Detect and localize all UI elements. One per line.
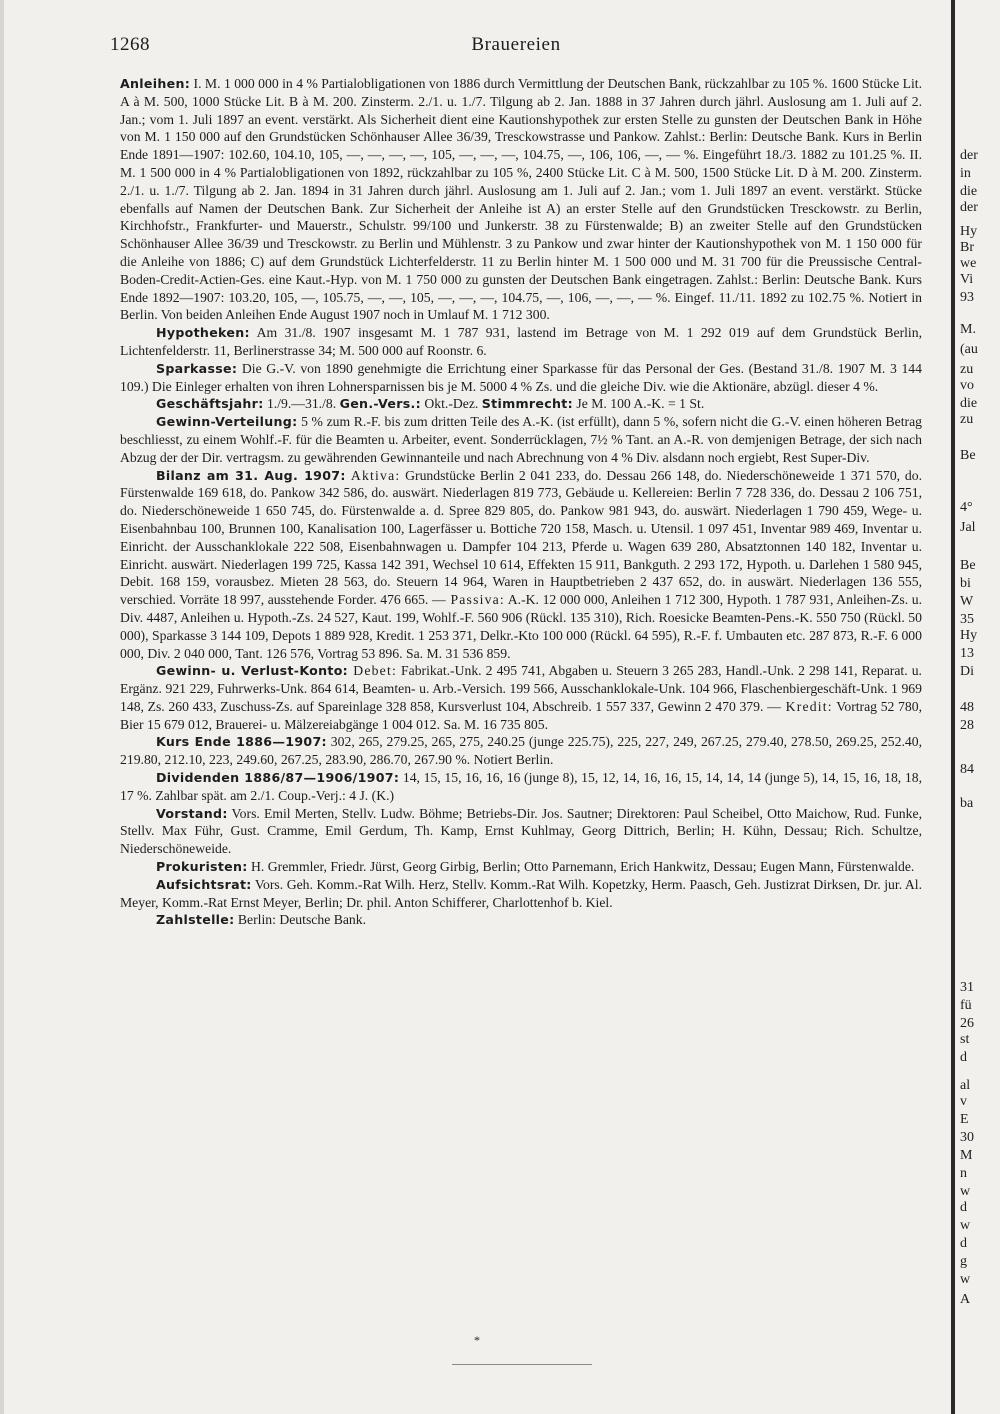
label-prokuristen: Prokuristen: bbox=[156, 859, 248, 875]
paragraph-hypotheken bbox=[120, 324, 922, 360]
page-gutter bbox=[951, 0, 955, 1414]
margin-fragment: in bbox=[960, 166, 971, 181]
margin-fragment: Br bbox=[960, 240, 974, 255]
margin-fragment: g bbox=[960, 1254, 967, 1269]
text-aktiva: Grundstücke Berlin 2 041 233, do. Dessau 266 148, do. Niederschöneweide 1 371 570, do. Fürstenwalde 169 618, do. Pankow 342 586, do. auswärt. Niederlagen 819 773, Gebäude u. Kellereien: Berlin 7 728 336, do. Dessau 2 106 751, do. Niederschöneweide 1 650 745, do. Fürstenwalde a. d. Spree 829 805, do. Pankow 981 943, do. auswärt. Niederlagen 1 790 459, Wege- u. Eisenbahnbau 100, Brunnen 100, Kanalisation 100, Lagerfässer u. Bottiche 720 158, Masch. u. Utensil. 1 097 451, Inventar 989 469, Inventar u. Einricht. der Ausschanklokale 222 508, Eisenbahnwagen u. Dampfer 104 213, Pferde u. Wagen 639 280, Absatztonnen 140 182, Inventar u. Einricht. auswärt. Niederlagen 199 725, Kassa 142 391, Wechsel 10 614, Effekten 15 911, Bankguth. 2 293 172, Hypoth. u. Darlehen 1 580 945, Debit. 168 159, vorausbez. Mieten 28 563, do. Steuern 14 964, Waren in Hauptbetrieben 2 437 652, do. in auswärt. Niederlagen 136 555, verschied. Vorräte 18 997, ausstehende Forder. 476 665. — bbox=[120, 467, 922, 608]
end-mark: * bbox=[474, 1333, 480, 1347]
text-kurs: 302, 265, 279.25, 265, 275, 240.25 (junge 225.75), 225, 227, 249, 267.25, 279.40, 278.50, 269.25, 252.40, 219.80, 212.10, 223, 249.60, 267.25, 283.90, 286.70, 267.90 %. Notiert Berlin. bbox=[120, 734, 922, 768]
text-vorstand: Vors. Emil Merten, Stellv. Ludw. Böhme; Betriebs-Dir. Jos. Sautner; Direktoren: Paul Scheibel, Otto Maichow, Rud. Funke, Stellv. Max Führ, Gust. Cramme, Emil Gerdum, Th. Kamp, Ernst Kuhlmay, Georg Dittrich, Berlin; H. Kühn, Dessau; Rich. Schultze, Niederschöneweide. bbox=[120, 805, 922, 857]
text-stimmrecht: Je M. 100 A.-K. = 1 St. bbox=[572, 396, 705, 412]
margin-fragment: 84 bbox=[960, 762, 974, 777]
margin-fragment: bi bbox=[960, 576, 971, 591]
margin-fragment: 48 bbox=[960, 700, 974, 715]
margin-fragment: 26 bbox=[960, 1016, 974, 1031]
text-aufsichtsrat: Vors. Geh. Komm.-Rat Wilh. Herz, Stellv. Komm.-Rat Wilh. Kopetzky, Herm. Paasch, Geh. Justizrat Dirksen, Dr. jur. Al. Meyer, Komm.-Rat Ernst Meyer, Berlin; Dr. phil. Anton Schifferer, Charlottenhof b. Kiel. bbox=[120, 876, 922, 910]
label-geschaeftsjahr: Geschäftsjahr: bbox=[156, 396, 264, 412]
label-anleihen: Anleihen: bbox=[120, 76, 191, 91]
paragraph-dividenden bbox=[120, 769, 922, 805]
margin-fragment: 13 bbox=[960, 646, 974, 661]
text-anleihen: I. M. 1 000 000 in 4 % Partialobligationen von 1886 durch Vermittlung der Deutschen Bank, rückzahlbar zu 105 %. 1600 Stücke Lit. A à M. 500, 1000 Stücke Lit. B à M. 200. Zinsterm. 2./1. u. 1./7. Tilgung ab 2. Jan. 1888 in 37 Jahren durch jährl. Auslosung am 1. Juli auf 2. Jan.; vom 1. Juli 1897 an event. verstärkt. Als Sicherheit dient eine Kautionshypothek zur ersten Stelle zu gunsten der Deutschen Bank in Höhe von M. 1 150 000 auf den Grundstücken Schönhauser Allee 36/39, Tresckowstrasse und Pankow. Zahlst.: Berlin: Deutsche Bank. Kurs in Berlin Ende 1891—1907: 102.60, 104.10, 105, —, —, —, —, 105, —, —, —, 104.75, —, 106, 106, —, — %. Eingeführt 18./3. 1882 zu 101.25 %. II. M. 1 500 000 in 4 % Partialobligationen von 1892, rückzahlbar zu 105 %, 2400 Stücke Lit. C à M. 500, 1500 Stücke Lit. D à M. 200. Zinsterm. 2./1. u. 1./7. Tilgung ab 2. Jan. 1894 in 31 Jahren durch jährl. Auslosung am 1. Juli auf 2. Jan.; vom 1. Juli 1897 an event. verstärkt. Stücke ebenfalls auf Namen der Deutschen Bank. Zur Sicherheit der Anleihe ist A) an erster Stelle auf den Grundstücken Tresckowstr. zu Berlin, Kirchhofstr., Frankfurter- und Mauerstr., Schulstr. 99/100 und Junkerstr. 38 zu Fürstenwalde; B) an zweiter Stelle auf den Grundstücken Schönhauser Allee 36/39 und Tresckowstr. zu Berlin und Mühlenstr. 3 zu Pankow und zwar hinter der Kautionshypothek von M. 1 150 000 für die Anleihe von 1886; C) auf dem Grundstück Lichterfelderstr. 11 zu Berlin hinter M. 1 500 000 und M. 31 700 für die Preussische Central-Boden-Credit-Actien-Ges. eine Kaut.-Hyp. von M. 1 750 000 zu gunsten der Deutschen Bank eingetragen. Zahlst.: Berlin: Deutsche Bank. Kurs Ende 1892—1907: 103.20, 105, —, 105.75, —, —, 105, —, —, —, 104.75, —, 106, —, —, — %. Eingef. 11./11. 1892 zu 102.75 %. Notiert in Berlin. Von beiden Anleihen Ende August 1907 noch in Umlauf M. 1 712 300. bbox=[120, 76, 922, 323]
margin-fragment: die bbox=[960, 396, 978, 411]
margin-fragment: zu bbox=[960, 362, 974, 377]
label-zahlstelle: Zahlstelle: bbox=[156, 912, 235, 928]
paragraph-sparkasse bbox=[120, 360, 922, 396]
text-passiva: A.-K. 12 000 000, Anleihen 1 712 300, Hypoth. 1 787 931, Anleihen-Zs. u. Div. 4487, Anleihen u. Hypoth.-Zs. 24 527, Kaut. 199, Wohlf.-F. 560 906 (Rückl. 135 310), Rich. Roesicke Beamten-Pens.-K. 550 750 (Rückl. 50 000), Sparkasse 3 144 109, Depots 1 889 928, Kredit. 1 253 371, Delkr.-Kto 100 000 (Rückl. 64 595), R.-F. f. Umbauten etc. 287 873, R.-F. 6 000 000, Div. 2 040 000, Tant. 126 576, Vortrag 53 896. Sa. M. 31 536 859. bbox=[120, 592, 922, 661]
margin-fragment: Hy bbox=[960, 628, 978, 643]
paragraph-gewinn-verlust bbox=[120, 662, 922, 733]
margin-fragment: d bbox=[960, 1236, 967, 1251]
adjacent-page-fragment bbox=[958, 0, 1000, 1414]
label-kredit: Kredit: bbox=[780, 698, 833, 714]
margin-fragment: E bbox=[960, 1112, 969, 1127]
margin-fragment: der bbox=[960, 200, 978, 215]
text-prokuristen: H. Gremmler, Friedr. Jürst, Georg Girbig, Berlin; Otto Parnemann, Erich Hankwitz, Dessau; Eugen Mann, Fürstenwalde. bbox=[247, 859, 915, 875]
margin-fragment: al bbox=[960, 1078, 971, 1093]
margin-fragment: 93 bbox=[960, 290, 974, 305]
margin-fragment: Hy bbox=[960, 224, 978, 239]
margin-fragment: die bbox=[960, 184, 978, 199]
margin-fragment: A bbox=[960, 1292, 971, 1307]
label-debet: Debet: bbox=[348, 663, 397, 679]
margin-fragment: Di bbox=[960, 664, 974, 679]
margin-fragment: 28 bbox=[960, 718, 974, 733]
label-vorstand: Vorstand: bbox=[156, 805, 228, 821]
label-dividenden: Dividenden 1886/87—1906/1907: bbox=[156, 770, 400, 786]
margin-fragment: d bbox=[960, 1050, 967, 1065]
label-gewinn-verteilung: Gewinn-Verteilung: bbox=[156, 414, 298, 430]
margin-fragment: W bbox=[960, 594, 974, 609]
margin-fragment: M bbox=[960, 1148, 973, 1163]
margin-fragment: 35 bbox=[960, 612, 974, 627]
margin-fragment: zu bbox=[960, 412, 974, 427]
label-sparkasse: Sparkasse: bbox=[156, 360, 238, 376]
label-aufsichtsrat: Aufsichtsrat: bbox=[156, 876, 252, 892]
page-title: Brauereien bbox=[471, 34, 561, 55]
margin-fragment: Be bbox=[960, 448, 976, 463]
margin-fragment: w bbox=[960, 1272, 971, 1287]
margin-fragment: w bbox=[960, 1184, 971, 1199]
text-hypotheken: Am 31./8. 1907 insgesamt M. 1 787 931, lastend im Betrage von M. 1 292 019 auf dem Grundstück Berlin, Lichtenfelderstr. 11, Berlinerstrasse 34; M. 500 000 auf Roonstr. 6. bbox=[120, 325, 922, 358]
label-gewinn-verlust: Gewinn- u. Verlust-Konto: bbox=[156, 663, 348, 679]
paragraph-bilanz bbox=[120, 467, 922, 663]
text-kredit: Vortrag 52 780, Bier 15 679 012, Brauerei- u. Mälzereiabgänge 1 004 012. Sa. M. 16 735 805. bbox=[120, 698, 922, 732]
text-column bbox=[120, 75, 922, 929]
text-debet: Fabrikat.-Unk. 2 495 741, Abgaben u. Steuern 3 265 283, Handl.-Unk. 2 298 141, Reparat. u. Ergänz. 921 229, Fuhrwerks-Unk. 864 614, Beamten- u. Arb.-Versich. 199 566, Ausschanklokale-Unk. 104 966, Flaschenbiergeschäft-Unk. 1 969 148, Zs. 260 433, Zuschuss-Zs. auf Spareinlage 328 858, Kursverlust 104, Abschreib. 1 557 337, Gewinn 2 470 379. — bbox=[120, 663, 922, 714]
paragraph-aufsichtsrat bbox=[120, 876, 922, 912]
margin-fragment: ba bbox=[960, 796, 974, 811]
label-hypotheken: Hypotheken: bbox=[156, 325, 250, 341]
margin-fragment: 4° bbox=[960, 500, 973, 515]
margin-fragment: we bbox=[960, 256, 977, 271]
margin-fragment: n bbox=[960, 1166, 967, 1181]
label-passiva: Passiva: bbox=[445, 592, 505, 608]
page-number: 1268 bbox=[110, 34, 150, 55]
text-geschaeftsjahr: 1./9.—31./8. bbox=[263, 396, 337, 412]
margin-fragment: Vi bbox=[960, 272, 974, 287]
margin-fragment: st bbox=[960, 1032, 970, 1047]
paragraph-anleihen bbox=[120, 75, 922, 324]
margin-fragment: M. bbox=[960, 322, 976, 337]
paragraph-vorstand bbox=[120, 805, 922, 858]
margin-fragment: 30 bbox=[960, 1130, 974, 1145]
margin-fragment: der bbox=[960, 148, 978, 163]
margin-fragment: Jal bbox=[960, 520, 976, 535]
paragraph-geschaeftsjahr bbox=[120, 395, 922, 413]
label-stimmrecht: Stimmrecht: bbox=[481, 396, 573, 412]
text-sparkasse: Die G.-V. von 1890 genehmigte die Errichtung einer Sparkasse für das Personal der Ges. (Bestand 31./8. 1907 M. 3 144 109.) Die Einleger erhalten von ihren Lohnersparnissen bis je M. 5000 4 % Zs. und die gleiche Div. wie die Aktionäre, abzügl. dieser 4 %. bbox=[120, 360, 922, 394]
margin-fragment: vo bbox=[960, 378, 974, 393]
paragraph-gewinn-verteilung bbox=[120, 413, 922, 466]
margin-fragment: v bbox=[960, 1094, 967, 1109]
text-gewinn-verteilung: 5 % zum R.-F. bis zum dritten Teile des A.-K. (ist erfüllt), dann 5 %, sofern nicht die G.-V. einen höheren Betrag beschliesst, zu einem Wohlf.-F. für die Beamten u. Arbeiter, event. Sonderrücklagen, 7½ % Tant. an A.-R. von demjenigen Betrage, der sich nach Abzug der der Dir. vertragsm. zu gewährenden Gewinnanteile und nach Abrechnung von 4 % Div. alsdann noch ergiebt, Rest Super-Div. bbox=[120, 414, 922, 465]
text-zahlstelle: Berlin: Deutsche Bank. bbox=[234, 912, 367, 928]
margin-fragment: fü bbox=[960, 998, 972, 1013]
margin-fragment: Be bbox=[960, 558, 976, 573]
margin-fragment: (au bbox=[960, 342, 978, 357]
label-kurs: Kurs Ende 1886—1907: bbox=[156, 734, 327, 750]
paragraph-prokuristen bbox=[120, 858, 922, 876]
paragraph-kurs bbox=[120, 733, 922, 769]
label-gen-vers: Gen.-Vers.: bbox=[339, 396, 421, 412]
margin-fragment: 31 bbox=[960, 980, 974, 995]
text-dividenden: 14, 15, 15, 16, 16, 16 (junge 8), 15, 12, 14, 16, 16, 15, 14, 14, 14 (junge 5), 14, 15, 16, 18, 18, 17 %. Zahlbar spät. am 2./1. Coup.-Verj.: 4 J. (K.) bbox=[120, 770, 922, 803]
text-gen-vers: Okt.-Dez. bbox=[420, 396, 479, 412]
paragraph-zahlstelle bbox=[120, 911, 922, 929]
scan-edge bbox=[0, 0, 4, 1414]
label-aktiva: Aktiva: bbox=[345, 467, 401, 483]
end-rule bbox=[452, 1364, 592, 1365]
margin-fragment: d bbox=[960, 1200, 967, 1215]
label-bilanz: Bilanz am 31. Aug. 1907: bbox=[156, 467, 346, 483]
margin-fragment: w bbox=[960, 1218, 971, 1233]
